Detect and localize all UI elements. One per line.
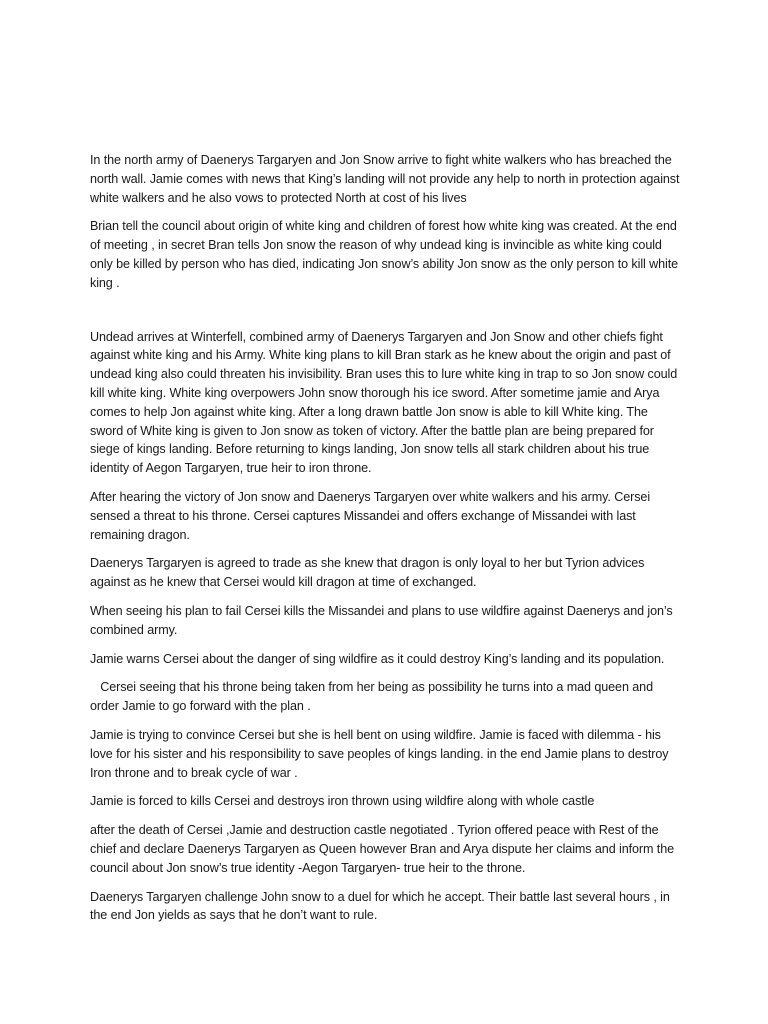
paragraph-winterfell-battle: Undead arrives at Winterfell, combined army of Daenerys Targaryen and Jon Snow and other chiefs fight against white king and his Army. White king plans to kill Bran stark as he knew about the origin and past of undead king also could threaten his invisibility. Bran uses this to lure white king in trap to so Jon snow could kill white king. White king overpowers John snow thorough his ice sword. After sometime jamie and Arya comes to help Jon against white king. After a long drawn battle Jon snow is able to kill White king. The sword of White king is given to Jon snow as token of victory. After the battle plan are being prepared for siege of kings landing. Before returning to kings landing, Jon snow tells all stark children about his true identity of Aegon Targaryen, true heir to iron throne. (90, 329, 678, 476)
paragraph-missandei: When seeing his plan to fail Cersei kills the Missandei and plans to use wildfire against Daenerys and jon’s combined army. (90, 603, 673, 637)
paragraph-jamie-dilemma: Jamie is trying to convince Cersei but she is hell bent on using wildfire. Jamie is faced with dilemma - his love for his sister and his responsibility to save peoples of kings landing. in the end Jamie plans to destroy Iron throne and to break cycle of war . (90, 727, 669, 780)
paragraph-dragon-trade: Daenerys Targaryen is agreed to trade as she knew that dragon is only loyal to her but Tyrion advices against as he knew that Cersei would kill dragon at time of exchanged. (90, 556, 645, 590)
document-body (90, 151, 682, 935)
paragraph-duel: Daenerys Targaryen challenge John snow to a duel for which he accept. Their battle last several hours , in the end Jon yields as says that he don’t want to rule. (90, 889, 670, 923)
paragraph-wildfire-warning: Jamie warns Cersei about the danger of sing wildfire as it could destroy King’s landing and its population. (90, 651, 665, 666)
paragraph-north-army: In the north army of Daenerys Targaryen and Jon Snow arrive to fight white walkers who has breached the north wall. Jamie comes with news that King’s landing will not provide any help to north in protection against white walkers and he also vows to protected North at cost of his lives (90, 153, 680, 205)
paragraph-mad-queen: Cersei seeing that his throne being taken from her being as possibility he turns into a mad queen and order Jamie to go forward with the plan . (90, 680, 657, 714)
paragraph-castle-destroyed: Jamie is forced to kills Cersei and destroys iron thrown using wildfire along with whole castle (90, 794, 595, 809)
paragraph-council-origin: Brian tell the council about origin of white king and children of forest how white king was created. At the end of meeting , in secret Bran tells Jon snow the reason of why undead king is invincible as white king could only be killed by person who has died, indicating Jon snow’s ability Jon snow as the only person to kill white king . (90, 219, 679, 290)
paragraph-cersei-threat: After hearing the victory of Jon snow and Daenerys Targaryen over white walkers and his army. Cersei sensed a threat to his throne. Cersei captures Missandei and offers exchange of Missandei with last remaining dragon. (90, 489, 651, 542)
paragraph-negotiation: after the death of Cersei ,Jamie and destruction castle negotiated . Tyrion offered peace with Rest of the chief and declare Daenerys Targaryen as Queen however Bran and Arya dispute her claims and inform the council about Jon snow’s true identity -Aegon Targaryen- true heir to the throne. (90, 823, 675, 875)
